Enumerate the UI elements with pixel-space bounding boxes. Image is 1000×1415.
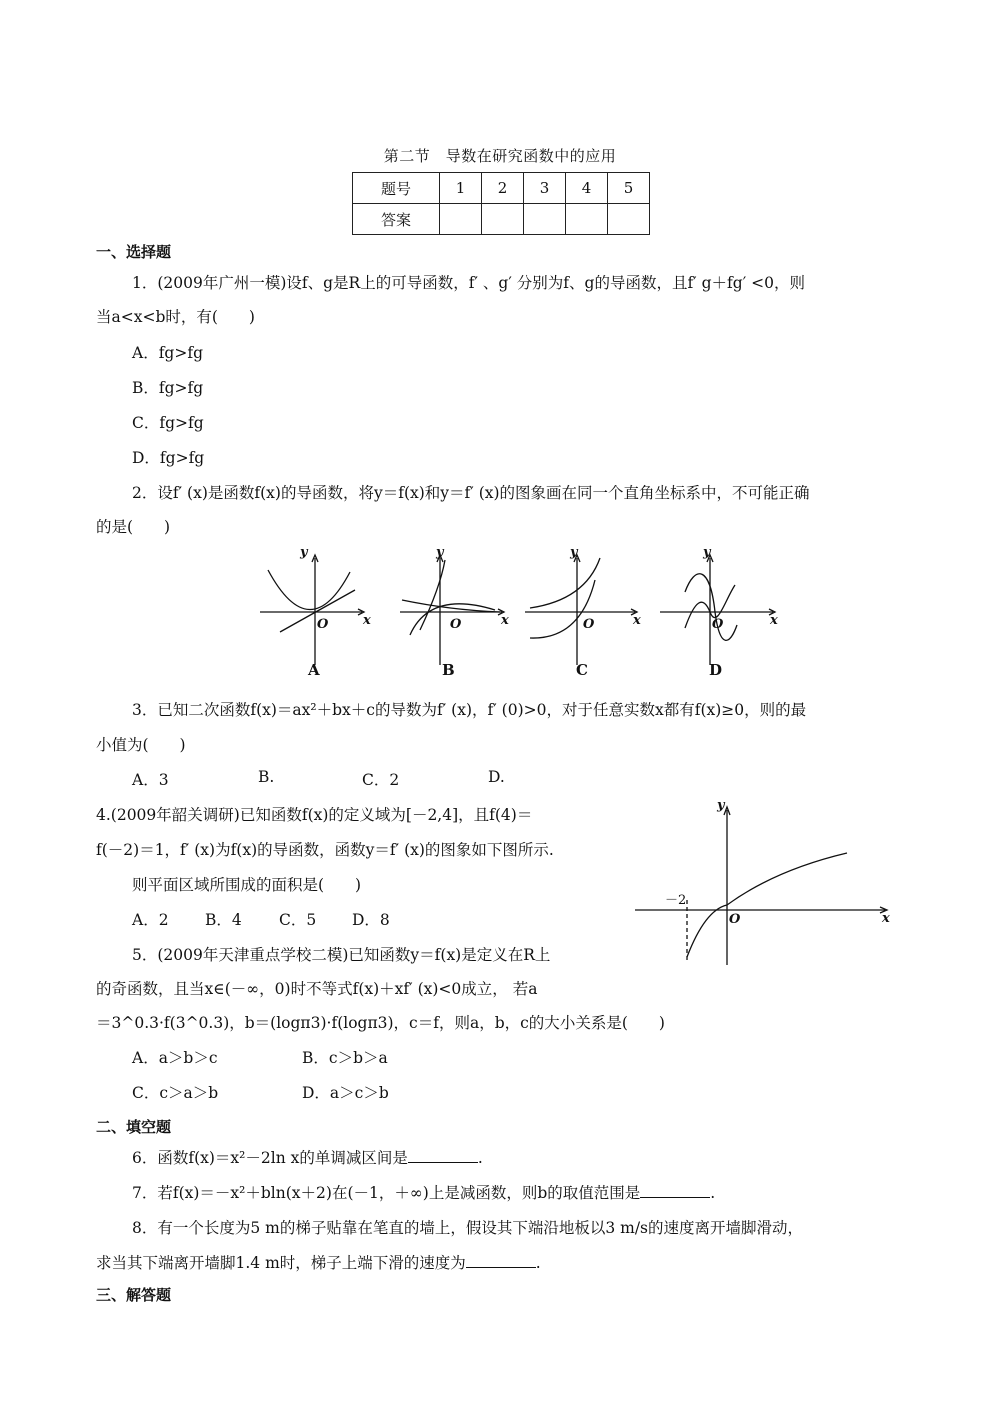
- option: B．4: [205, 911, 242, 929]
- question-8-line2: [96, 1251, 541, 1273]
- table-number: 2: [482, 173, 524, 204]
- axis-label-y: y: [717, 798, 725, 813]
- origin-label: O: [450, 617, 462, 632]
- option: B.: [258, 768, 275, 786]
- answer-cell: [440, 204, 482, 235]
- table-number: 5: [608, 173, 650, 204]
- figure-label-a: A: [308, 661, 320, 679]
- question-6: [132, 1146, 483, 1168]
- question-1-line1: 1．(2009年广州一模)设f、g是R上的可导函数，f′ 、g′ 分别为f、g的导函数，且f′ g＋fg′ <0，则: [132, 274, 806, 292]
- table-header-number: 题号: [353, 173, 440, 204]
- graph-a: [260, 555, 364, 665]
- question-4-line1: 4.(2009年韶关调研)已知函数f(x)的定义域为[－2,4]，且f(4)＝: [96, 806, 533, 824]
- graph-d: [660, 555, 775, 665]
- origin-label: O: [317, 617, 329, 632]
- figure-label-c: C: [576, 661, 588, 679]
- option: C．fg>fg: [132, 414, 204, 432]
- answer-cell: [482, 204, 524, 235]
- graph-c: [525, 555, 637, 665]
- q2-graphs-figure: [250, 540, 790, 685]
- question-6-text: 6．函数f(x)＝x²－2ln x的单调减区间是: [132, 1149, 408, 1167]
- question-5-line2: 的奇函数，且当x∈(－∞，0)时不等式f(x)＋xf′ (x)<0成立， 若a: [96, 980, 538, 998]
- answer-cell: [608, 204, 650, 235]
- option: A．3: [132, 771, 169, 789]
- option: A．a＞b＞c: [132, 1049, 218, 1067]
- axis-label-x: x: [501, 613, 509, 628]
- answer-blank[interactable]: [640, 1183, 710, 1198]
- answer-cell: [566, 204, 608, 235]
- option: A．fg>fg: [132, 344, 203, 362]
- table-number: 4: [566, 173, 608, 204]
- section-heading: 二、填空题: [96, 1118, 172, 1136]
- question-4-line2: f(－2)＝1，f′ (x)为f(x)的导函数，函数y＝f′ (x)的图象如下图所示.: [96, 841, 554, 859]
- axis-label-x: x: [770, 613, 778, 628]
- question-4-line3: 则平面区域所围成的面积是( ): [132, 876, 362, 894]
- answer-cell: [524, 204, 566, 235]
- question-8-text: 求当其下端离开墙脚1.4 m时，梯子上端下滑的速度为: [96, 1254, 466, 1272]
- option: C．2: [362, 771, 400, 789]
- option: B．c＞b＞a: [302, 1049, 388, 1067]
- question-3-line2: 小值为( ): [96, 736, 186, 754]
- period: .: [535, 1254, 541, 1272]
- axis-label-y: y: [570, 545, 578, 560]
- axis-label-x: x: [363, 613, 371, 628]
- option: A．2: [132, 911, 169, 929]
- question-5-line1: 5．(2009年天津重点学校二模)已知函数y＝f(x)是定义在R上: [132, 946, 551, 964]
- axis-label-y: y: [703, 545, 711, 560]
- question-1-line2: 当a<x<b时，有( ): [96, 308, 255, 326]
- question-8-line1: 8．有一个长度为5 m的梯子贴靠在笔直的墙上，假设其下端沿地板以3 m/s的速度离开墙脚滑动，: [132, 1219, 804, 1237]
- graph-b: [400, 555, 504, 665]
- answer-blank[interactable]: [408, 1148, 478, 1163]
- table-header-answer: 答案: [353, 204, 440, 235]
- answer-blank[interactable]: [466, 1253, 536, 1268]
- origin-label: O: [729, 912, 741, 927]
- origin-label: O: [712, 617, 724, 632]
- period: .: [477, 1149, 483, 1167]
- option: C．5: [279, 911, 317, 929]
- origin-label: O: [583, 617, 595, 632]
- option: B．fg>fg: [132, 379, 204, 397]
- table-number: 3: [524, 173, 566, 204]
- option: D．8: [352, 911, 390, 929]
- axis-label-x: x: [633, 613, 641, 628]
- question-7: [132, 1181, 715, 1203]
- answer-table: [352, 172, 650, 235]
- figure-label-d: D: [709, 661, 723, 679]
- question-7-text: 7．若f(x)＝－x²＋bln(x＋2)在(－1，＋∞)上是减函数，则b的取值范围是: [132, 1184, 641, 1202]
- section-heading: 一、选择题: [96, 243, 172, 261]
- page-title: 第二节 导数在研究函数中的应用: [383, 147, 617, 165]
- question-2-line1: 2．设f′ (x)是函数f(x)的导函数，将y＝f(x)和y＝f′ (x)的图象画在同一个直角坐标系中，不可能正确: [132, 484, 810, 502]
- option: D．fg>fg: [132, 449, 205, 467]
- axis-label-y: y: [436, 545, 444, 560]
- table-number: 1: [440, 173, 482, 204]
- tick-label-minus-2: －2: [665, 893, 687, 908]
- question-2-line2: 的是( ): [96, 518, 171, 536]
- period: .: [710, 1184, 716, 1202]
- question-3-line1: 3．已知二次函数f(x)＝ax²＋bx＋c的导数为f′ (x)，f′ (0)>0，对于任意实数x都有f(x)≥0，则的最: [132, 701, 807, 719]
- section-heading: 三、解答题: [96, 1286, 172, 1304]
- option: D．a＞c＞b: [302, 1084, 389, 1102]
- axis-label-y: y: [300, 545, 308, 560]
- q4-derivative-graph: [625, 795, 900, 975]
- option: D.: [488, 768, 505, 786]
- option: C．c＞a＞b: [132, 1084, 219, 1102]
- figure-label-b: B: [442, 661, 455, 679]
- axis-label-x: x: [882, 911, 890, 926]
- question-5-line3: ＝3^0.3·f(3^0.3)，b＝(logπ3)·f(logπ3)，c＝f，则a，b，c的大小关系是( ): [96, 1014, 665, 1032]
